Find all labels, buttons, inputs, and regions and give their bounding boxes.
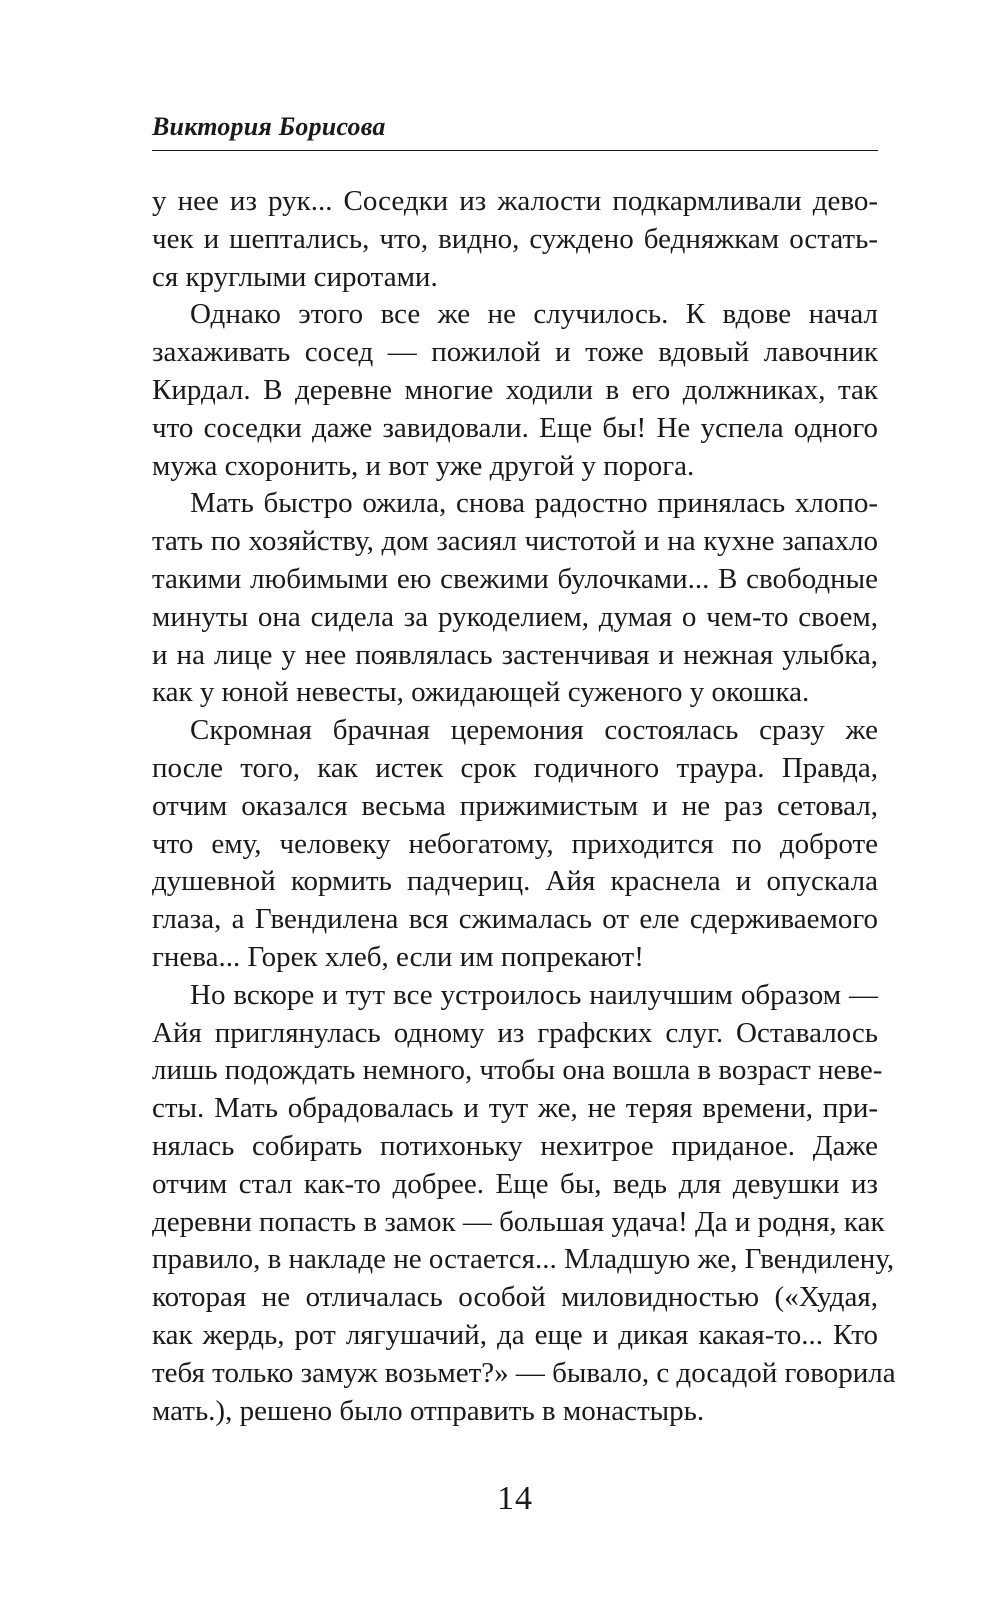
text-line: ся круглыми сиротами. [152, 260, 438, 293]
text-line: Айя приглянулась одному из графских слуг. Оставалось [152, 1016, 878, 1049]
text-line: и на лице у нее появлялась застенчивая и нежная улыбка, [152, 638, 878, 671]
text-line: глаза, а Гвендилена вся сжималась от еле сдерживаемого [152, 903, 878, 936]
text-line: душевной кормить падчериц. Айя краснела и опускала [152, 865, 878, 898]
text-line: после того, как истек срок годичного траура. Правда, [152, 751, 878, 784]
text-line: которая не отличалась особой миловидностью («Худая, [152, 1281, 878, 1314]
text-line: мужа схоронить, и вот уже другой у порога. [152, 449, 695, 482]
header-rule [152, 150, 878, 151]
text-line: отчим стал как-то добрее. Еще бы, ведь для девушки из [152, 1167, 878, 1200]
text-line: Кирдал. В деревне многие ходили в его должниках, так [152, 373, 878, 406]
text-line: сты. Мать обрадовалась и тут же, не теряя времени, при- [152, 1092, 878, 1125]
text-line: нялась собирать потихоньку нехитрое приданое. Даже [152, 1129, 878, 1162]
text-line: гнева... Горек хлеб, если им попрекают! [152, 940, 644, 973]
text-line: лишь подождать немного, чтобы она вошла в возраст неве- [152, 1054, 883, 1087]
text-line: тебя только замуж возьмет?» — бывало, с досадой говорила [152, 1356, 896, 1389]
text-line: деревни попасть в замок — большая удача! Да и родня, как [152, 1205, 885, 1238]
text-line: что ему, человеку небогатому, приходится по доброте [152, 827, 878, 860]
text-line: такими любимыми ею свежими булочками... В свободные [152, 562, 878, 595]
text-line: Но вскоре и тут все устроилось наилучшим образом — [190, 978, 878, 1011]
text-line: мать.), решено было отправить в монастырь. [152, 1394, 705, 1427]
text-line: тать по хозяйству, дом засиял чистотой и на кухне запахло [152, 525, 878, 558]
text-line: Скромная брачная церемония состоялась сразу же [190, 714, 878, 747]
text-line: Мать быстро ожила, снова радостно принялась хлопо- [190, 487, 878, 520]
body-text [152, 183, 896, 1430]
text-line: отчим оказался весьма прижимистым и не раз сетовал, [152, 789, 878, 822]
text-line: как жердь, рот лягушачий, да еще и дикая какая-то... Кто [152, 1318, 878, 1351]
page-number: 14 [497, 1480, 533, 1517]
text-line: правило, в накладе не остается... Младшую же, Гвендилену, [152, 1243, 895, 1276]
text-line: захаживать сосед — пожилой и тоже вдовый лавочник [152, 336, 878, 369]
text-line: Однако этого все же не случилось. К вдове начал [190, 298, 878, 331]
text-line: как у юной невесты, ожидающей суженого у окошка. [152, 676, 810, 709]
text-line: минуты она сидела за рукоделием, думая о чем-то своем, [152, 600, 878, 633]
running-head-author: Виктория Борисова [152, 112, 386, 141]
text-line: у нее из рук... Соседки из жалости подкармливали дево- [152, 185, 878, 217]
text-line: что соседки даже завидовали. Еще бы! Не успела одного [152, 411, 878, 444]
text-line: чек и шептались, что, видно, суждено бедняжкам остать- [152, 222, 878, 255]
